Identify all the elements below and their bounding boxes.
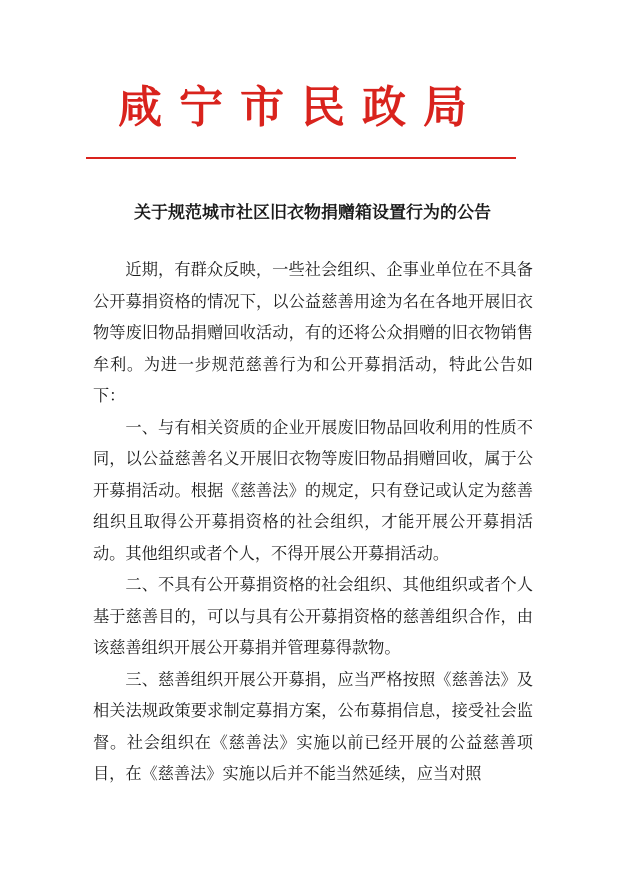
paragraph-item-3: 三、慈善组织开展公开募捐，应当严格按照《慈善法》及相关法规政策要求制定募捐方案，公布募捐信息，接受社会监督。社会组织在《慈善法》实施以前已经开展的公益慈善项目，在《慈善法》实施以后并不能当然延续，应当对照: [93, 669, 533, 783]
paragraph-intro: 近期，有群众反映，一些社会组织、企事业单位在不具备公开募捐资格的情况下，以公益慈善用途为名在各地开展旧衣物等废旧物品捐赠回收活动，有的还将公众捐赠的旧衣物销售牟利。为进一步规范慈善行为和公开募捐活动，特此公告如下：: [93, 260, 533, 405]
document-body: [93, 254, 533, 790]
red-header-divider: [86, 157, 516, 159]
issuing-authority-header: 咸宁市民政局: [118, 82, 484, 133]
paragraph-item-2: 二、不具有公开募捐资格的社会组织、其他组织或者个人基于慈善目的，可以与具有公开募捐资格的慈善组织合作，由该慈善组织开展公开募捐并管理募得款物。: [93, 575, 533, 657]
document-title: 关于规范城市社区旧衣物捐赠箱设置行为的公告: [134, 203, 491, 223]
paragraph-item-1: 一、与有相关资质的企业开展废旧物品回收利用的性质不同，以公益慈善名义开展旧衣物等废旧物品捐赠回收，属于公开募捐活动。根据《慈善法》的规定，只有登记或认定为慈善组织且取得公开募捐资格的社会组织，才能开展公开募捐活动。其他组织或者个人，不得开展公开募捐活动。: [93, 417, 533, 563]
